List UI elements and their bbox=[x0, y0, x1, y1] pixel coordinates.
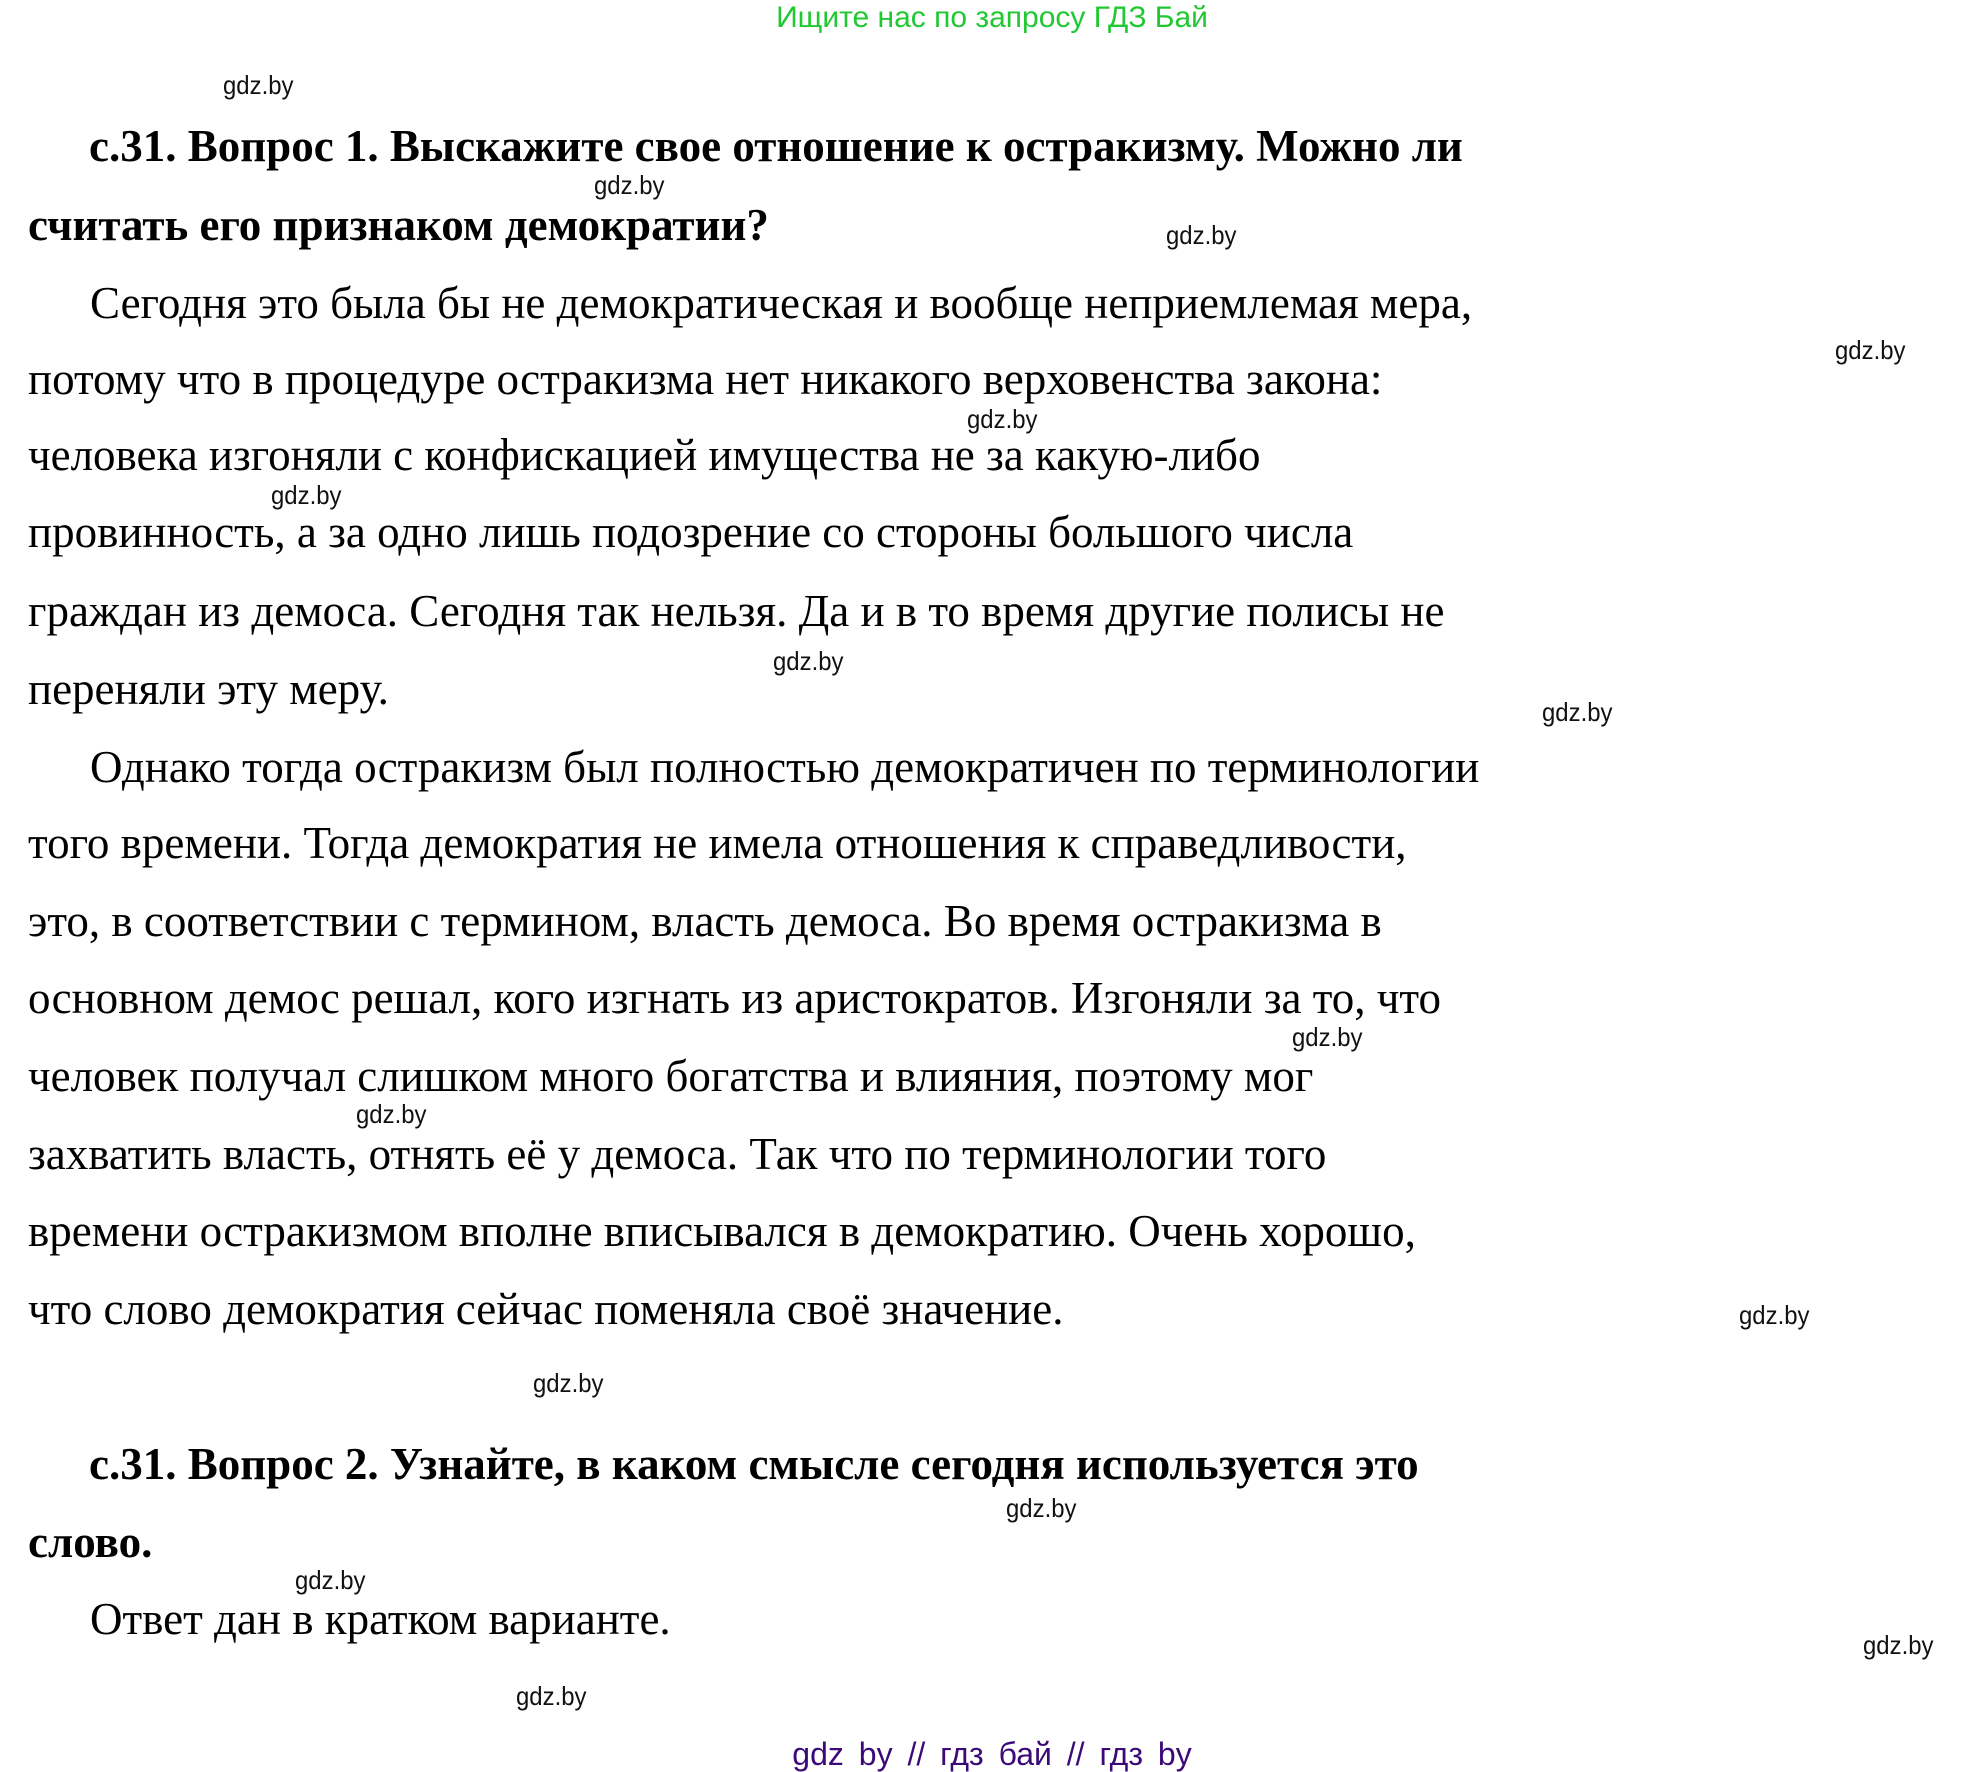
paragraph-1-line-3: человека изгоняли с конфискацией имущества не за какую-либо bbox=[28, 430, 1261, 480]
paragraph-2-line-1: Однако тогда остракизм был полностью демократичен по терминологии bbox=[90, 742, 1480, 792]
paragraph-1-line-5: граждан из демоса. Сегодня так нельзя. Да и в то время другие полисы не bbox=[28, 586, 1445, 636]
watermark: gdz.by bbox=[356, 1099, 427, 1129]
watermark: gdz.by bbox=[533, 1368, 604, 1398]
watermark: gdz.by bbox=[295, 1565, 366, 1595]
watermark: gdz.by bbox=[1292, 1022, 1363, 1052]
paragraph-2-line-5: человек получал слишком много богатства и влияния, поэтому мог bbox=[28, 1051, 1314, 1101]
watermark: gdz.by bbox=[271, 480, 342, 510]
watermark: gdz.by bbox=[1739, 1300, 1810, 1330]
paragraph-2-line-2: того времени. Тогда демократия не имела отношения к справедливости, bbox=[28, 818, 1407, 868]
question-1-heading-line-2: считать его признаком демократии? bbox=[28, 200, 769, 250]
paragraph-1-line-4: провинность, а за одно лишь подозрение со стороны большого числа bbox=[28, 507, 1354, 557]
search-hint-banner: Ищите нас по запросу ГДЗ Бай bbox=[776, 1, 1208, 34]
paragraph-1-line-6: переняли эту меру. bbox=[28, 664, 389, 714]
watermark: gdz.by bbox=[594, 170, 665, 200]
watermark: gdz.by bbox=[1835, 335, 1906, 365]
watermark: gdz.by bbox=[223, 70, 294, 100]
watermark: gdz.by bbox=[1006, 1493, 1077, 1523]
watermark: gdz.by bbox=[1166, 220, 1237, 250]
paragraph-2-line-4: основном демос решал, кого изгнать из аристократов. Изгоняли за то, что bbox=[28, 973, 1441, 1023]
watermark: gdz.by bbox=[516, 1681, 587, 1711]
question-1-heading-line-1: с.31. Вопрос 1. Выскажите свое отношение к остракизму. Можно ли bbox=[89, 121, 1463, 171]
paragraph-2-line-7: времени остракизмом вполне вписывался в демократию. Очень хорошо, bbox=[28, 1206, 1416, 1256]
paragraph-1-line-1: Сегодня это была бы не демократическая и вообще неприемлемая мера, bbox=[90, 278, 1473, 328]
watermark: gdz.by bbox=[773, 646, 844, 676]
paragraph-1-line-2: потому что в процедуре остракизма нет никакого верховенства закона: bbox=[28, 354, 1383, 404]
watermark: gdz.by bbox=[1863, 1630, 1934, 1660]
question-2-heading-line-1: с.31. Вопрос 2. Узнайте, в каком смысле сегодня используется это bbox=[89, 1439, 1419, 1489]
question-2-heading-line-2: слово. bbox=[28, 1517, 153, 1567]
paragraph-2-line-6: захватить власть, отнять её у демоса. Так что по терминологии того bbox=[28, 1129, 1327, 1179]
paragraph-2-line-8: что слово демократия сейчас поменяла своё значение. bbox=[28, 1284, 1064, 1334]
watermark: gdz.by bbox=[1542, 697, 1613, 727]
footer-site-links: gdz by // гдз бай // гдз by bbox=[792, 1736, 1192, 1772]
watermark: gdz.by bbox=[967, 404, 1038, 434]
paragraph-2-line-3: это, в соответствии с термином, власть демоса. Во время остракизма в bbox=[28, 896, 1382, 946]
question-2-answer: Ответ дан в кратком варианте. bbox=[90, 1594, 671, 1644]
